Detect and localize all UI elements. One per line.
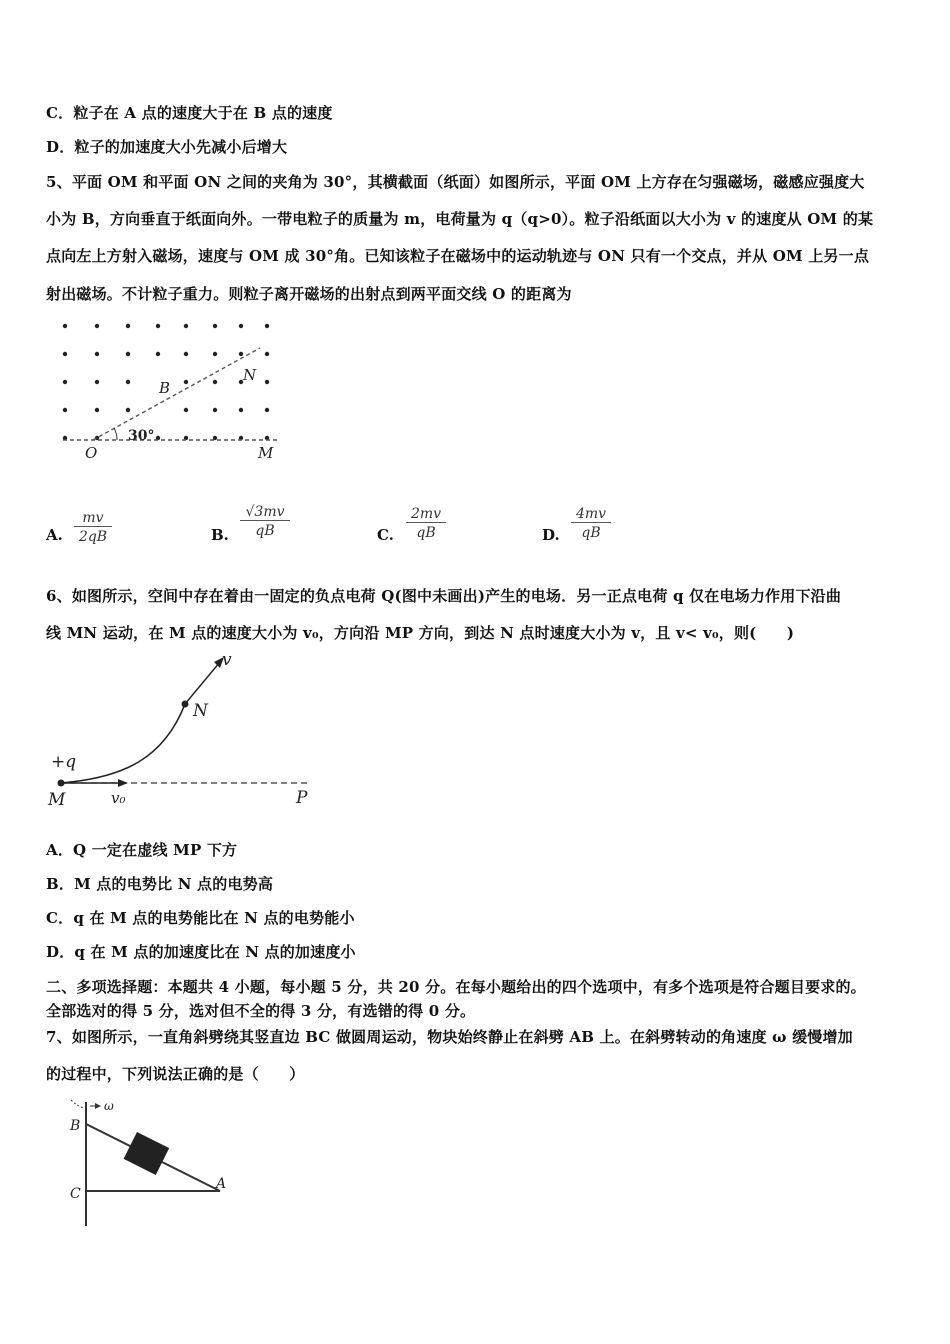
q5-text-line-4: 射出磁场。不计粒子重力。则粒子离开磁场的出射点到两平面交线 O 的距离为 bbox=[46, 285, 572, 303]
denominator: qB bbox=[416, 525, 436, 541]
point-n bbox=[182, 701, 189, 708]
q7-text-line-1: 7、如图所示，一直角斜劈绕其竖直边 BC 做圆周运动，物块始终静止在斜劈 AB 上。在斜劈转动的角速度 ω 缓慢增加 bbox=[46, 1028, 853, 1046]
q5-option-c-fraction bbox=[406, 506, 446, 541]
label-m: M bbox=[48, 790, 66, 810]
q5-magnetic-field-figure bbox=[55, 318, 290, 468]
numerator: mv bbox=[74, 510, 112, 527]
q6-text-line-1: 6、如图所示，空间中存在着由一固定的负点电荷 Q(图中未画出)产生的电场．另一正点电荷 q 仅在电场力作用下沿曲 bbox=[46, 587, 842, 605]
numerator: 2mv bbox=[406, 506, 446, 523]
label-n: N bbox=[243, 366, 257, 384]
label-b: B bbox=[159, 379, 171, 397]
v-arrow bbox=[185, 662, 220, 704]
trajectory-curve bbox=[61, 704, 185, 783]
label-omega: ω bbox=[104, 1099, 114, 1113]
label-plus-q: +q bbox=[51, 752, 77, 772]
label-a: A bbox=[216, 1176, 227, 1192]
label-n: N bbox=[193, 701, 208, 721]
q4-option-d: D．粒子的加速度大小先减小后增大 bbox=[46, 138, 288, 156]
block bbox=[124, 1132, 170, 1175]
label-o: O bbox=[85, 444, 98, 462]
q6-option-c: C．q 在 M 点的电势能比在 N 点的电势能小 bbox=[46, 909, 355, 927]
q7-text-line-2: 的过程中，下列说法正确的是（ ） bbox=[46, 1065, 305, 1083]
label-v: v bbox=[222, 650, 232, 670]
label-c: C bbox=[70, 1186, 81, 1202]
q5-text-line-1: 5、平面 OM 和平面 ON 之间的夹角为 30°，其横截面（纸面）如图所示，平面 OM 上方存在匀强磁场，磁感应强度大 bbox=[46, 173, 865, 191]
label-m: M bbox=[258, 444, 274, 462]
label-p: P bbox=[296, 788, 308, 808]
q5-option-d-fraction bbox=[571, 506, 611, 541]
q6-option-d: D．q 在 M 点的加速度比在 N 点的加速度小 bbox=[46, 943, 356, 961]
section2-heading-line-2: 全部选对的得 5 分，选对但不全的得 3 分，有选错的得 0 分。 bbox=[46, 1002, 476, 1020]
denominator: qB bbox=[255, 523, 275, 539]
q7-wedge-figure bbox=[62, 1094, 242, 1229]
q6-option-b: B．M 点的电势比 N 点的电势高 bbox=[46, 875, 274, 893]
label-v0: v₀ bbox=[111, 789, 126, 807]
q6-option-a: A．Q 一定在虚线 MP 下方 bbox=[46, 841, 238, 859]
section2-heading-line-1: 二、多项选择题：本题共 4 小题，每小题 5 分，共 20 分。在每小题给出的四个选项中，有多个选项是符合题目要求的。 bbox=[46, 978, 866, 996]
numerator: √3mv bbox=[240, 504, 290, 521]
point-m bbox=[58, 780, 65, 787]
numerator: 4mv bbox=[571, 506, 611, 523]
q5-text-line-3: 点向左上方射入磁场，速度与 OM 成 30°角。已知该粒子在磁场中的运动轨迹与 ON 只有一个交点，并从 OM 上另一点 bbox=[46, 247, 870, 265]
q5-option-b-letter: B. bbox=[211, 526, 229, 544]
q5-option-d-letter: D. bbox=[542, 526, 560, 544]
q5-option-a-letter: A. bbox=[46, 526, 63, 544]
q6-text-line-2: 线 MN 运动，在 M 点的速度大小为 v₀，方向沿 MP 方向，到达 N 点时速度大小为 v，且 v< v₀，则( ) bbox=[46, 624, 795, 642]
q4-option-c: C．粒子在 A 点的速度大于在 B 点的速度 bbox=[46, 104, 333, 122]
q5-option-b-fraction bbox=[240, 504, 290, 539]
label-b: B bbox=[70, 1118, 81, 1134]
on-line bbox=[93, 348, 260, 440]
angle-arc bbox=[114, 428, 117, 440]
denominator: qB bbox=[581, 525, 601, 541]
q5-option-a-fraction bbox=[74, 510, 112, 545]
omega-rotation-arrow bbox=[71, 1100, 84, 1108]
q5-text-line-2: 小为 B，方向垂直于纸面向外。一带电粒子的质量为 m，电荷量为 q（q>0）。粒子沿纸面以大小为 v 的速度从 OM 的某 bbox=[46, 210, 874, 228]
angle-label: 30° bbox=[128, 428, 155, 444]
q5-option-c-letter: C. bbox=[377, 526, 394, 544]
q6-trajectory-figure bbox=[44, 648, 324, 813]
denominator: 2qB bbox=[78, 529, 108, 545]
